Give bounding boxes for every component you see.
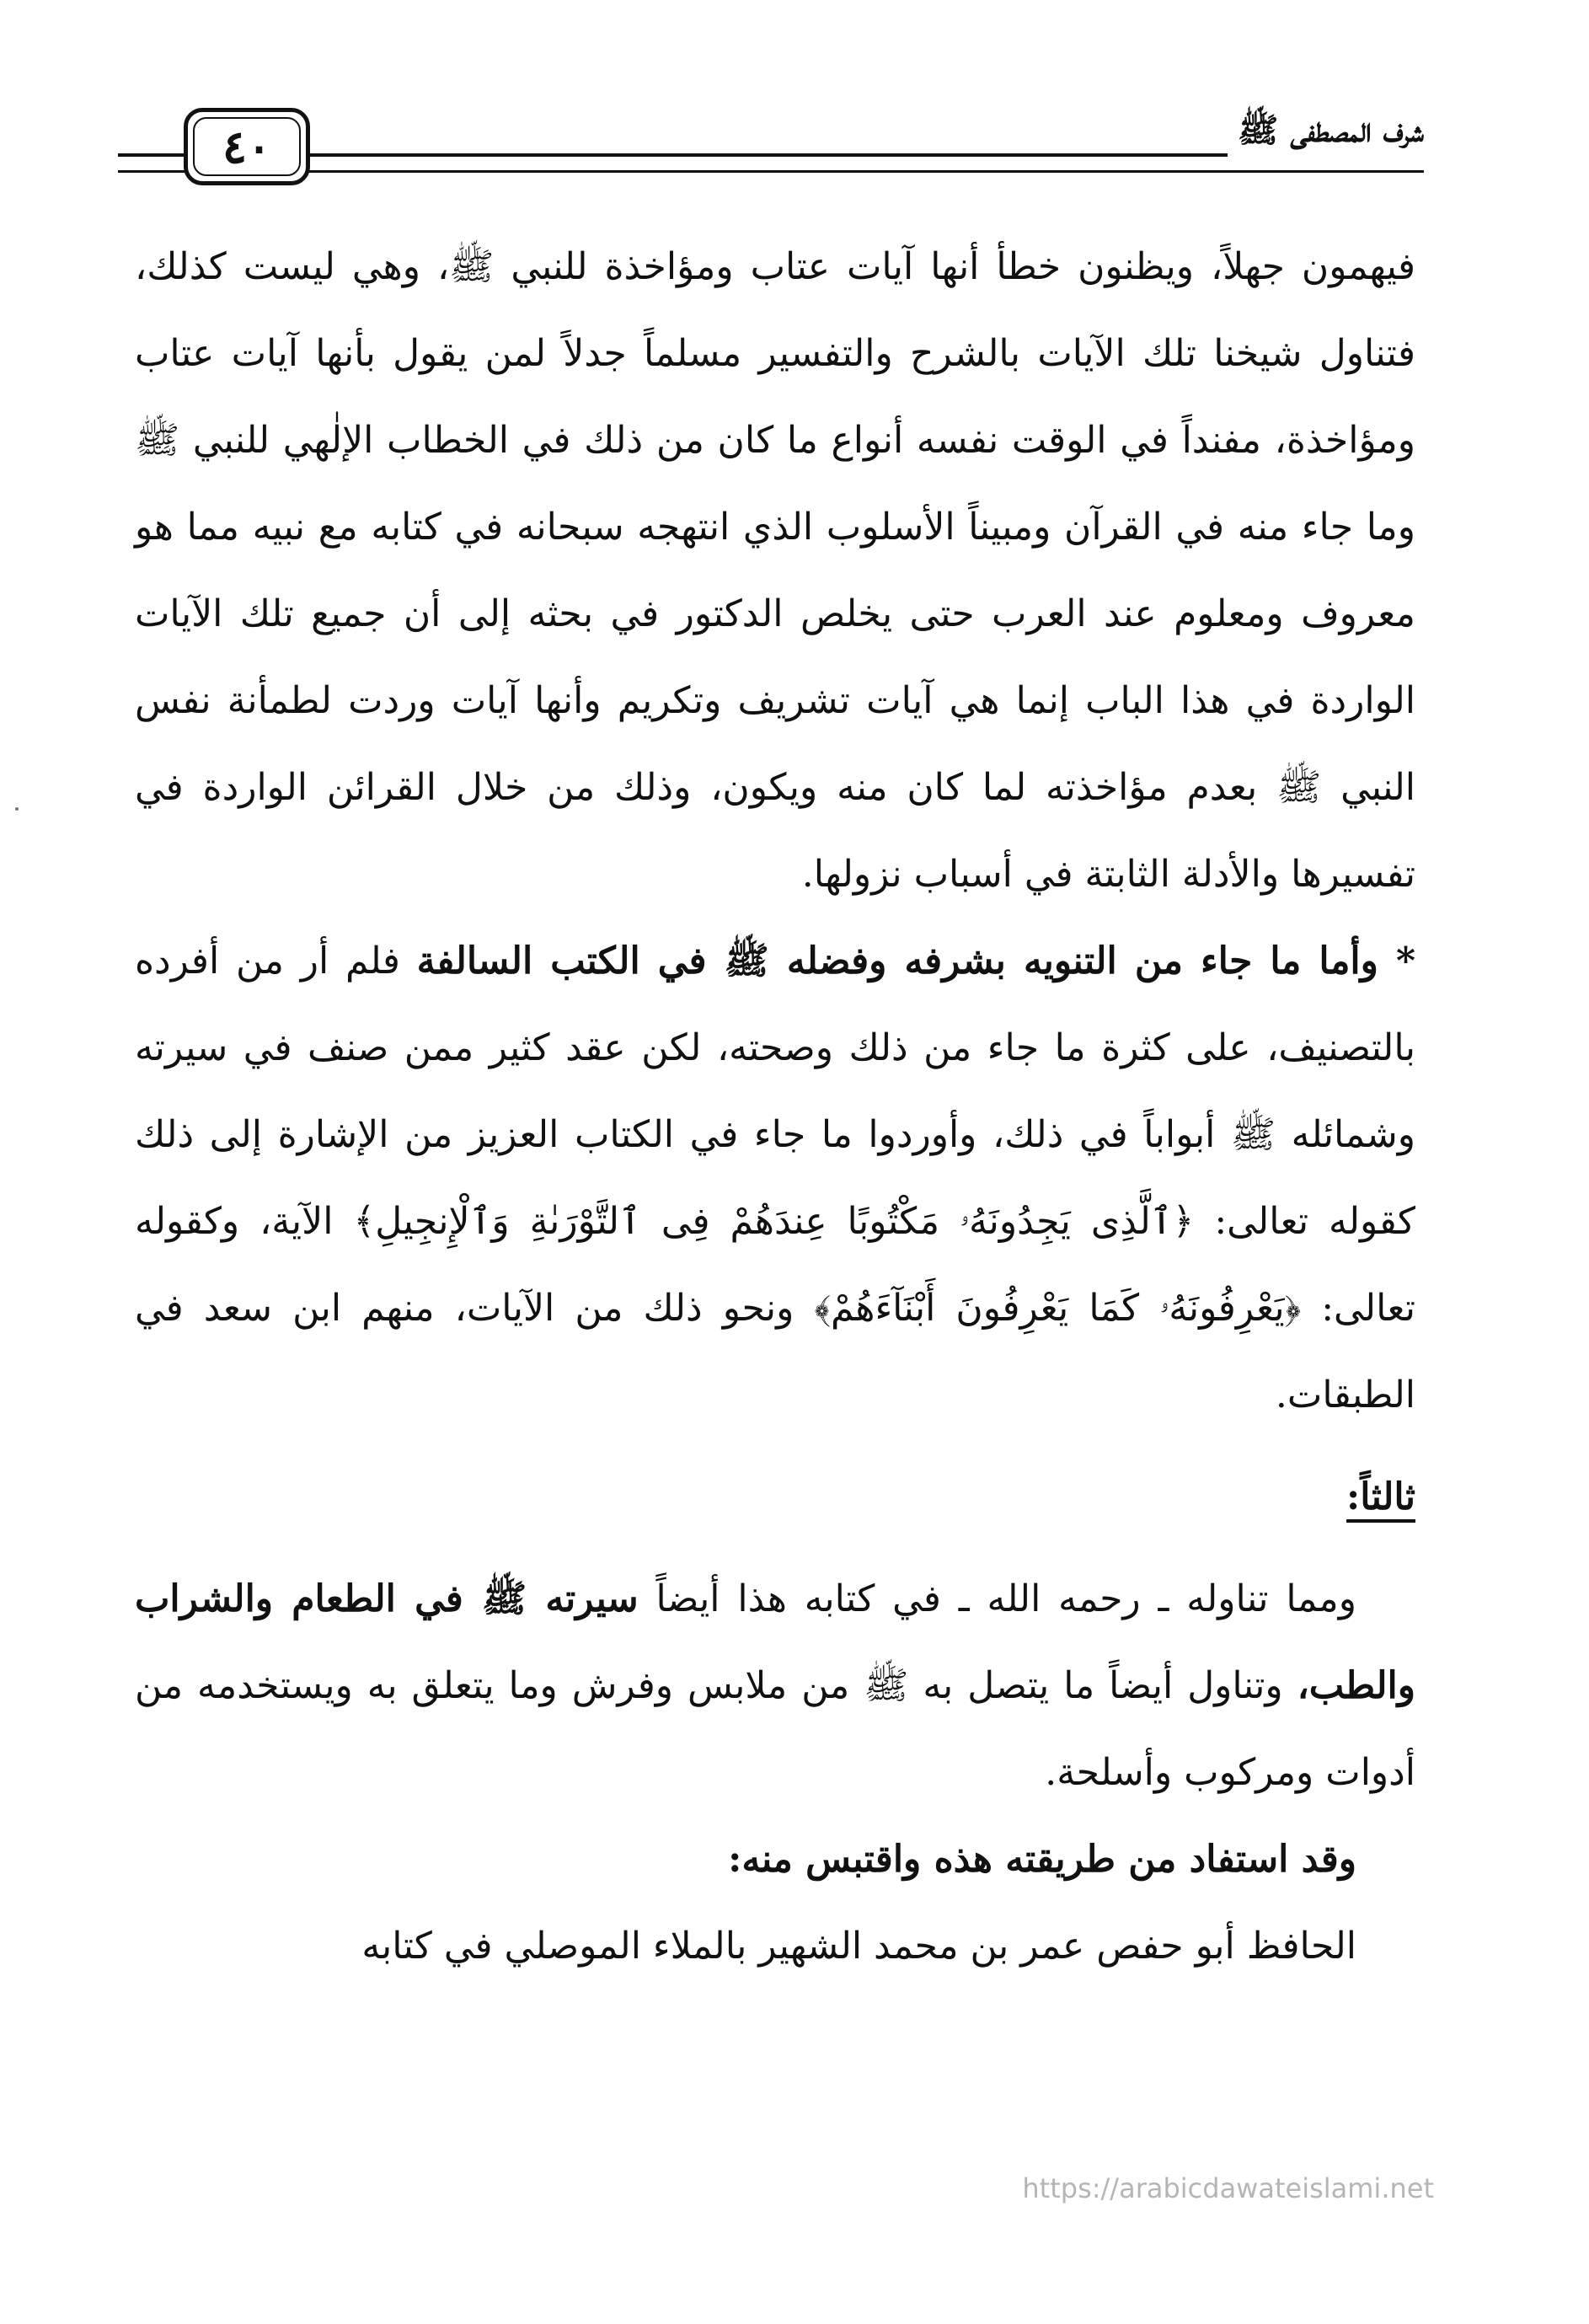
quran-verse: ﴿يَعْرِفُونَهُۥ كَمَا يَعْرِفُونَ أَبْنَآءَهُمْ﴾	[814, 1287, 1302, 1330]
running-title: شرف المصطفى ﷺ	[1228, 110, 1424, 158]
scan-speck	[15, 807, 19, 811]
section-heading: ثالثاً:	[1346, 1475, 1415, 1518]
page-number: ٤٠	[222, 120, 271, 174]
watermark-url: https://arabicdawateislami.net	[1022, 2172, 1434, 2204]
paragraph	[135, 1556, 1415, 1816]
paragraph-text: الآية، وكقوله تعالى:	[135, 1200, 1415, 1330]
page-header	[118, 99, 1424, 192]
paragraph: فيهمون جهلاً، ويظنون خطأ أنها آيات عتاب ومؤاخذة للنبي ﷺ، وهي ليست كذلك، فتناول شيخنا تلك الآيات بالشرح والتفسير مسلماً جدلاً لمن يقول بأنها آيات عتاب ومؤاخذة، مفنداً في الوقت نفسه أنواع ما كان من ذلك في الخطاب الإلٰهي للنبي ﷺ وما جاء منه في القرآن ومبيناً الأسلوب الذي انتهجه سبحانه في كتابه مع نبيه مما هو معروف ومعلوم عند العرب حتى يخلص الدكتور في بحثه إلى أن جميع تلك الآيات الواردة في هذا الباب إنما هي آيات تشريف وتكريم وأنها آيات وردت لطمأنة نفس النبي ﷺ بعدم مؤاخذته لما كان منه ويكون، وذلك من خلال القرائن الواردة في تفسيرها والأدلة الثابتة في أسباب نزولها.	[135, 245, 1415, 896]
page-number-frame	[184, 108, 310, 185]
main-text	[135, 223, 1415, 1989]
paragraph-text: ونحو ذلك من الآيات، منهم ابن سعد في الطبقات.	[135, 1287, 1415, 1416]
paragraph: الحافظ أبو حفص عمر بن محمد الشهير بالملاء الموصلي في كتابه	[361, 1925, 1356, 1968]
paragraph-text: فلم أر من أفرده بالتصنيف، على كثرة ما جاء من ذلك وصحته، لكن عقد كثير ممن صنف في سيرته وشمائله ﷺ أبواباً في ذلك، وأوردوا ما جاء في الكتاب العزيز من الإشارة إلى ذلك كقوله تعالى:	[135, 940, 1415, 1243]
emphasis-text: سيرته ﷺ في الطعام والشراب والطب،	[135, 1577, 1415, 1707]
quran-verse: ﴿ٱلَّذِى يَجِدُونَهُۥ مَكْتُوبًا عِندَهُمْ فِى ٱلتَّوْرَىٰةِ وَٱلْإِنجِيلِ﴾	[353, 1200, 1195, 1243]
emphasis-text: * وأما ما جاء من التنويه بشرفه وفضله ﷺ في الكتب السالفة	[416, 940, 1415, 983]
paragraph-text: ومما تناوله ـ رحمه الله ـ في كتابه هذا أيضاً	[655, 1577, 1356, 1620]
paragraph-text: وتناول أيضاً ما يتصل به ﷺ من ملابس وفرش وما يتعلق به ويستخدمه من أدوات ومركوب وأسلحة.	[135, 1664, 1415, 1794]
paragraph: وقد استفاد من طريقته هذه واقتبس منه:	[728, 1838, 1356, 1881]
header-rule-double	[118, 170, 1424, 173]
paragraph	[135, 918, 1415, 1438]
